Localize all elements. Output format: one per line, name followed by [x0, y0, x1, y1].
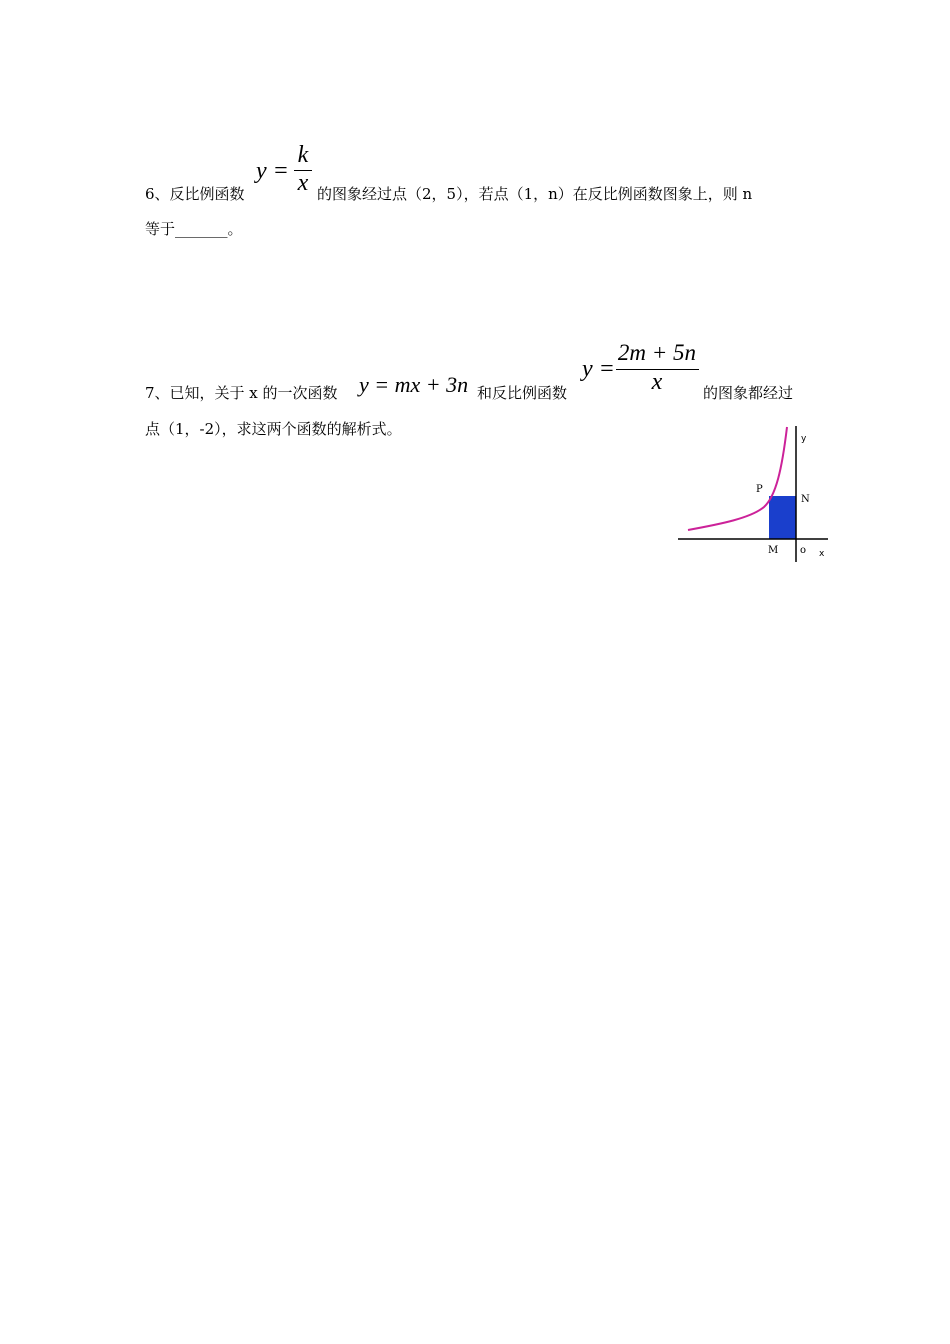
q6-formula-numerator: k [297, 142, 309, 168]
point-p-label: P [756, 484, 763, 495]
q7-line2: 点（1，-2），求这两个函数的解析式。 [145, 420, 402, 438]
q7-middle: 和反比例函数 [477, 384, 568, 402]
q7-formula2-denominator: x [651, 369, 663, 395]
q6-suffix: 的图象经过点（2，5），若点（1，n）在反比例函数图象上，则 n [317, 185, 753, 203]
q6-prefix: 6、反比例函数 [145, 185, 245, 203]
q6-formula-denominator: x [297, 170, 309, 196]
point-m-label: M [768, 545, 779, 556]
x-axis-label: x [819, 549, 825, 559]
point-n-label: N [801, 494, 810, 505]
q7-formula2-numerator: 2m + 5n [617, 340, 697, 365]
q7-suffix: 的图象都经过 [703, 384, 794, 402]
origin-label: o [800, 545, 807, 556]
q7-prefix: 7、已知，关于 x 的一次函数 [145, 384, 338, 402]
q6-line2: 等于_______。 [145, 220, 243, 238]
hyperbola-figure [676, 424, 836, 564]
q6-formula-lhs: y = [256, 158, 289, 184]
q7-linear-function: y = mx + 3n [359, 372, 469, 397]
y-axis-label: y [801, 434, 807, 444]
q7-formula2-lhs: y = [582, 356, 615, 382]
shaded-rectangle [769, 496, 796, 539]
